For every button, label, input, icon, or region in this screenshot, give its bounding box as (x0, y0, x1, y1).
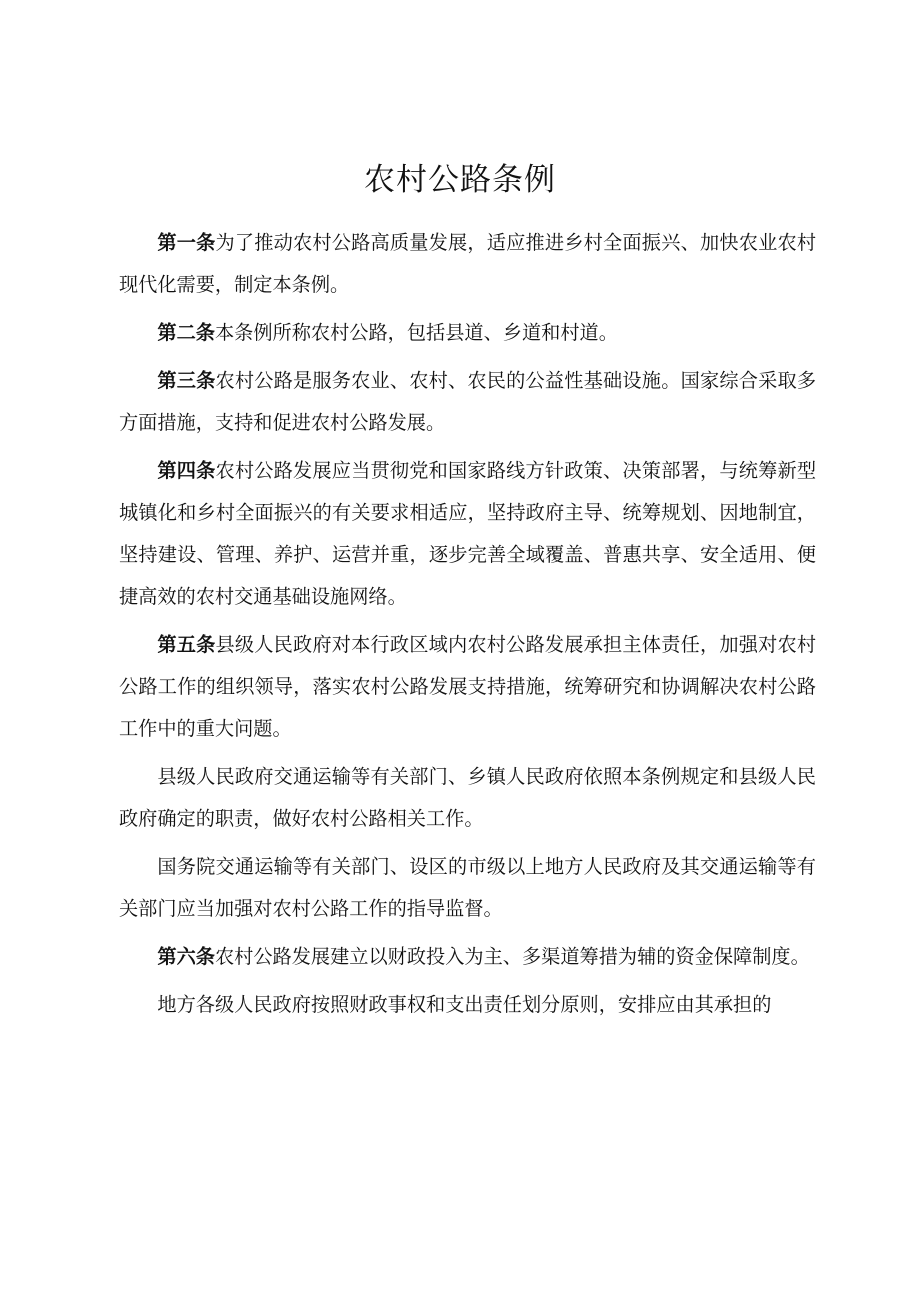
article-5 (119, 624, 816, 750)
document-body (119, 222, 816, 1032)
article-label: 第一条 (157, 231, 216, 254)
article-4 (119, 450, 816, 618)
article-5-clause-3 (119, 846, 816, 930)
article-6-clause-2 (119, 984, 816, 1026)
article-text: 农村公路发展应当贯彻党和国家路线方针政策、决策部署，与统筹新型城镇化和乡村全面振兴的有关要求相适应，坚持政府主导、统筹规划、因地制宜，坚持建设、管理、养护、运营并重，逐步完善全域覆盖、普惠共享、安全适用、便捷高效的农村交通基础设施网络。 (119, 459, 817, 608)
paragraph-text: 地方各级人民政府按照财政事权和支出责任划分原则，安排应由其承担的 (157, 993, 772, 1016)
paragraph-text: 县级人民政府交通运输等有关部门、乡镇人民政府依照本条例规定和县级人民政府确定的职责，做好农村公路相关工作。 (119, 765, 816, 830)
article-text: 农村公路是服务农业、农村、农民的公益性基础设施。国家综合采取多方面措施，支持和促进农村公路发展。 (119, 369, 817, 434)
article-label: 第二条 (157, 321, 215, 344)
article-2 (119, 312, 816, 354)
article-label: 第六条 (157, 945, 215, 968)
article-6 (119, 936, 816, 978)
article-text: 本条例所称农村公路，包括县道、乡道和村道。 (214, 321, 618, 344)
article-text: 县级人民政府对本行政区域内农村公路发展承担主体责任，加强对农村公路工作的组织领导，落实农村公路发展支持措施，统筹研究和协调解决农村公路工作中的重大问题。 (119, 633, 817, 740)
article-label: 第四条 (157, 459, 216, 482)
article-text: 农村公路发展建立以财政投入为主、多渠道筹措为辅的资金保障制度。 (214, 945, 810, 968)
article-label: 第三条 (157, 369, 216, 392)
article-1 (119, 222, 816, 306)
article-text: 为了推动农村公路高质量发展，适应推进乡村全面振兴、加快农业农村现代化需要，制定本条例。 (119, 231, 817, 296)
paragraph-text: 国务院交通运输等有关部门、设区的市级以上地方人民政府及其交通运输等有关部门应当加强对农村公路工作的指导监督。 (119, 855, 816, 920)
document-title: 农村公路条例 (364, 162, 556, 198)
article-3 (119, 360, 816, 444)
article-5-clause-2 (119, 756, 816, 840)
article-label: 第五条 (157, 633, 216, 656)
